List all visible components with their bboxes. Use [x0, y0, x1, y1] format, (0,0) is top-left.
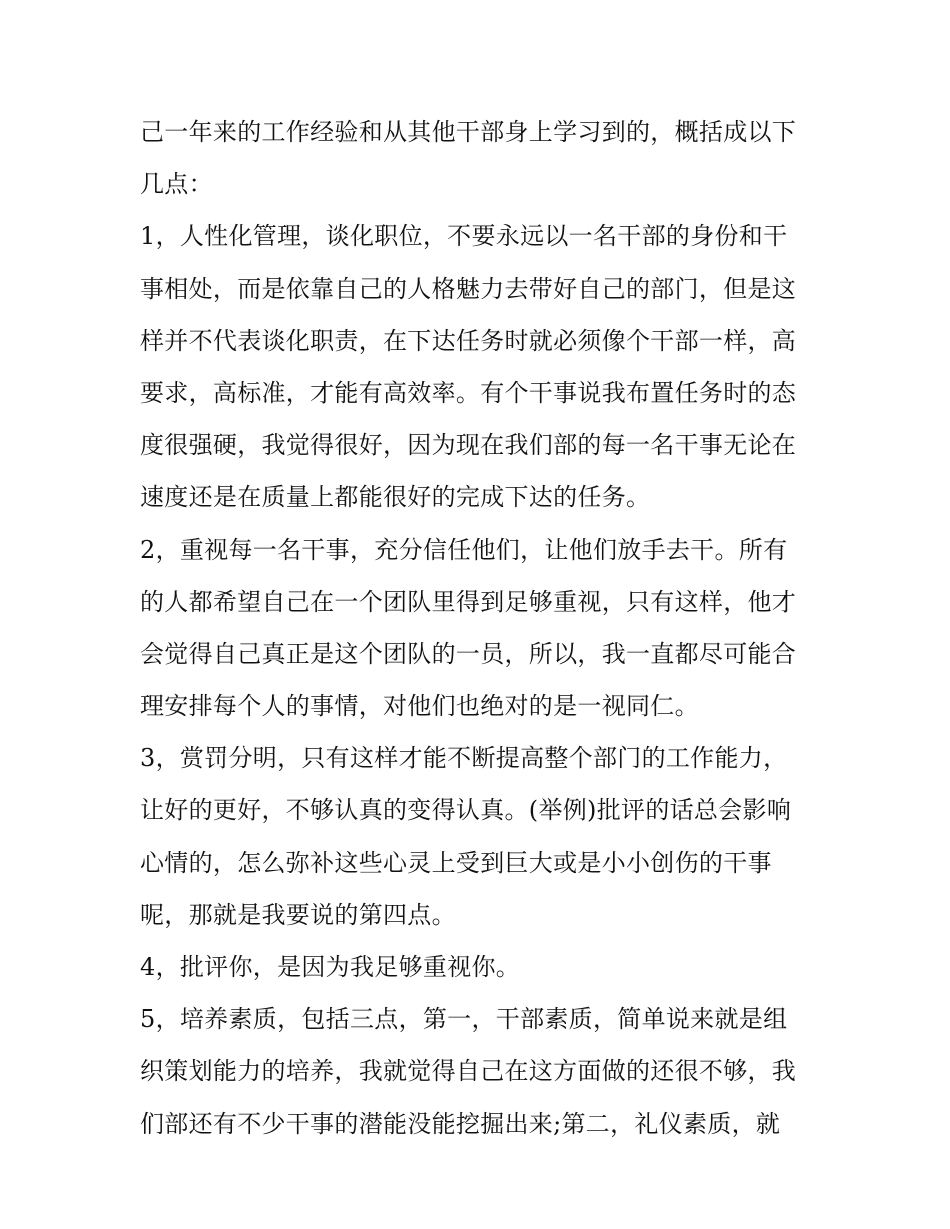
text-line: 织策划能力的培养，我就觉得自己在这方面做的还很不够，我: [140, 1057, 797, 1086]
text-line: 事相处，而是依靠自己的人格魅力去带好自己的部门，但是这: [140, 274, 797, 303]
text-line: 理安排每个人的事情，对他们也绝对的是一视同仁。: [140, 692, 699, 721]
text-line: 1，人性化管理，谈化职位，不要永远以一名干部的身份和干: [140, 222, 788, 251]
text-line: 3，赏罚分明，只有这样才能不断提高整个部门的工作能力，: [140, 744, 788, 773]
text-line: 们部还有不少干事的潜能没能挖掘出来;第二，礼仪素质，就: [140, 1109, 781, 1138]
text-line: 速度还是在质量上都能很好的完成下达的任务。: [140, 483, 651, 512]
text-line: 2，重视每一名干事，充分信任他们，让他们放手去干。所有: [140, 535, 788, 564]
text-line: 度很强硬，我觉得很好，因为现在我们部的每一名干事无论在: [140, 431, 797, 460]
text-line: 样并不代表谈化职责，在下达任务时就必须像个干部一样，高: [140, 326, 797, 355]
text-line: 己一年来的工作经验和从其他干部身上学习到的，概括成以下: [140, 118, 797, 146]
text-line: 会觉得自己真正是这个团队的一员，所以，我一直都尽可能合: [140, 639, 797, 668]
text-line: 几点：: [140, 170, 213, 199]
text-line: 心情的，怎么弥补这些心灵上受到巨大或是小小创伤的干事: [140, 848, 772, 877]
text-line: 4，批评你，是因为我足够重视你。: [140, 953, 521, 981]
text-line: 5，培养素质，包括三点，第一，干部素质，简单说来就是组: [140, 1005, 788, 1034]
text-line: 要求，高标准，才能有高效率。有个干事说我布置任务时的态: [140, 378, 797, 407]
text-line: 呢，那就是我要说的第四点。: [140, 900, 456, 929]
document-body: [140, 106, 830, 1150]
text-line: 的人都希望自己在一个团队里得到足够重视，只有这样，他才: [140, 587, 797, 616]
text-line: 让好的更好，不够认真的变得认真。(举例)批评的话总会影响: [140, 796, 792, 825]
